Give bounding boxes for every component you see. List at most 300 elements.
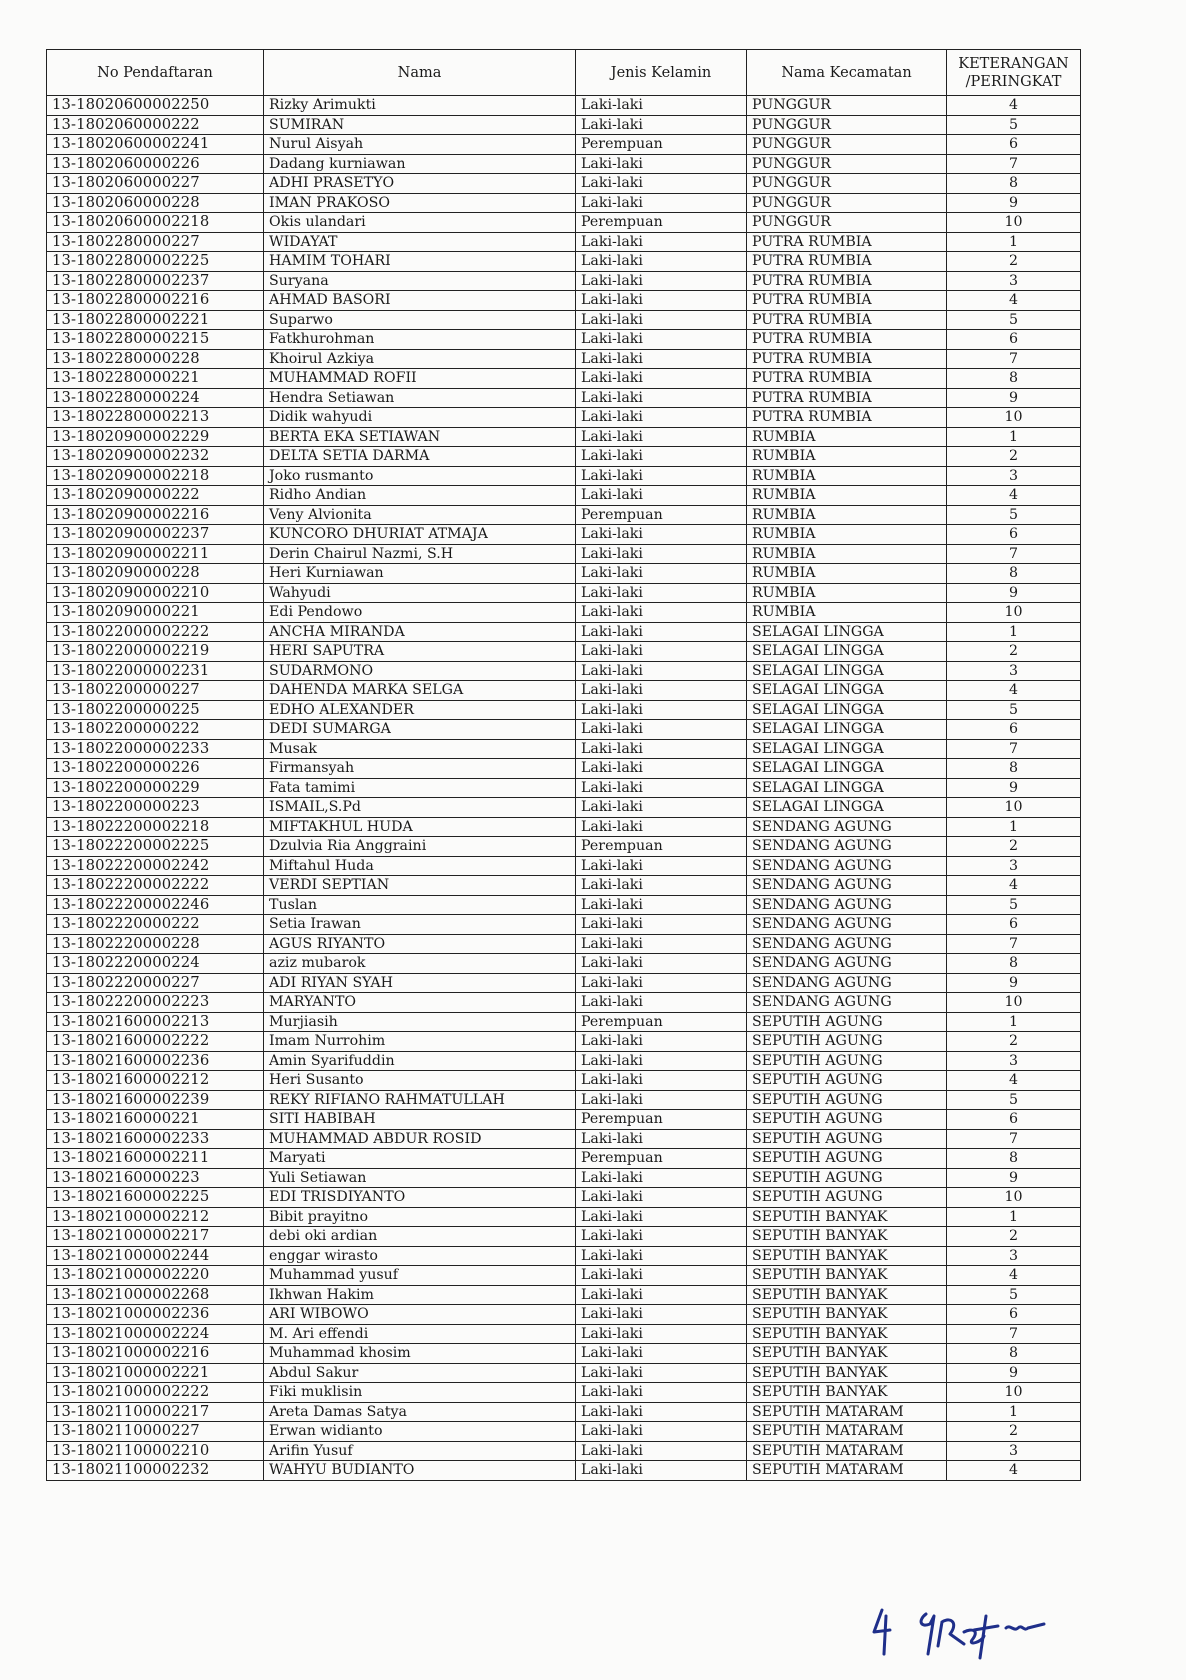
table-row <box>47 525 1081 545</box>
cell-peringkat: 10 <box>947 993 1081 1013</box>
table-row <box>47 973 1081 993</box>
cell-nama: Dadang kurniawan <box>264 154 576 174</box>
table-row <box>47 1149 1081 1169</box>
cell-nama: Muhammad khosim <box>264 1344 576 1364</box>
cell-nama: Arifin Yusuf <box>264 1441 576 1461</box>
cell-nama: Dzulvia Ria Anggraini <box>264 837 576 857</box>
cell-nama-kecamatan: SEPUTIH BANYAK <box>747 1324 947 1344</box>
cell-nama: AHMAD BASORI <box>264 291 576 311</box>
cell-nama: Erwan widianto <box>264 1422 576 1442</box>
cell-no-pendaftaran: 13-1802220000224 <box>47 954 264 974</box>
cell-nama-kecamatan: PUNGGUR <box>747 115 947 135</box>
cell-jenis-kelamin: Laki-laki <box>576 1422 747 1442</box>
cell-peringkat: 9 <box>947 193 1081 213</box>
cell-no-pendaftaran: 13-18020600002218 <box>47 213 264 233</box>
cell-nama: Musak <box>264 739 576 759</box>
cell-jenis-kelamin: Laki-laki <box>576 642 747 662</box>
cell-jenis-kelamin: Laki-laki <box>576 408 747 428</box>
cell-nama-kecamatan: RUMBIA <box>747 486 947 506</box>
cell-peringkat: 2 <box>947 1032 1081 1052</box>
table-row <box>47 1090 1081 1110</box>
cell-jenis-kelamin: Laki-laki <box>576 954 747 974</box>
cell-jenis-kelamin: Laki-laki <box>576 856 747 876</box>
table-row <box>47 817 1081 837</box>
cell-nama: DAHENDA MARKA SELGA <box>264 681 576 701</box>
cell-nama: Fata tamimi <box>264 778 576 798</box>
cell-jenis-kelamin: Laki-laki <box>576 525 747 545</box>
cell-peringkat: 6 <box>947 1305 1081 1325</box>
cell-jenis-kelamin: Laki-laki <box>576 271 747 291</box>
table-row <box>47 1324 1081 1344</box>
cell-jenis-kelamin: Laki-laki <box>576 564 747 584</box>
cell-nama-kecamatan: PUTRA RUMBIA <box>747 232 947 252</box>
cell-nama: enggar wirasto <box>264 1246 576 1266</box>
cell-peringkat: 2 <box>947 642 1081 662</box>
cell-no-pendaftaran: 13-1802280000228 <box>47 349 264 369</box>
cell-jenis-kelamin: Laki-laki <box>576 1129 747 1149</box>
cell-peringkat: 8 <box>947 759 1081 779</box>
cell-nama-kecamatan: SEPUTIH AGUNG <box>747 1071 947 1091</box>
table-row <box>47 895 1081 915</box>
cell-nama: Ridho Andian <box>264 486 576 506</box>
cell-peringkat: 6 <box>947 135 1081 155</box>
cell-nama-kecamatan: SENDANG AGUNG <box>747 876 947 896</box>
cell-no-pendaftaran: 13-1802200000225 <box>47 700 264 720</box>
cell-no-pendaftaran: 13-1802280000224 <box>47 388 264 408</box>
cell-peringkat: 2 <box>947 1227 1081 1247</box>
cell-jenis-kelamin: Laki-laki <box>576 427 747 447</box>
cell-nama-kecamatan: RUMBIA <box>747 447 947 467</box>
cell-jenis-kelamin: Laki-laki <box>576 934 747 954</box>
cell-nama-kecamatan: SENDANG AGUNG <box>747 915 947 935</box>
cell-jenis-kelamin: Laki-laki <box>576 349 747 369</box>
cell-nama: debi oki ardian <box>264 1227 576 1247</box>
cell-nama: SUMIRAN <box>264 115 576 135</box>
cell-jenis-kelamin: Perempuan <box>576 1012 747 1032</box>
cell-nama-kecamatan: SELAGAI LINGGA <box>747 661 947 681</box>
table-row <box>47 700 1081 720</box>
table-row <box>47 544 1081 564</box>
cell-nama: Hendra Setiawan <box>264 388 576 408</box>
table-row <box>47 1051 1081 1071</box>
cell-no-pendaftaran: 13-1802280000227 <box>47 232 264 252</box>
cell-jenis-kelamin: Laki-laki <box>576 466 747 486</box>
cell-no-pendaftaran: 13-18022800002215 <box>47 330 264 350</box>
cell-jenis-kelamin: Laki-laki <box>576 1383 747 1403</box>
cell-no-pendaftaran: 13-18020900002210 <box>47 583 264 603</box>
cell-peringkat: 1 <box>947 1207 1081 1227</box>
cell-nama-kecamatan: PUNGGUR <box>747 96 947 116</box>
cell-peringkat: 9 <box>947 1168 1081 1188</box>
table-row <box>47 1441 1081 1461</box>
cell-nama: ADI RIYAN SYAH <box>264 973 576 993</box>
cell-nama-kecamatan: PUTRA RUMBIA <box>747 271 947 291</box>
cell-jenis-kelamin: Laki-laki <box>576 1032 747 1052</box>
table-row <box>47 720 1081 740</box>
cell-no-pendaftaran: 13-18021600002225 <box>47 1188 264 1208</box>
cell-nama: SITI HABIBAH <box>264 1110 576 1130</box>
cell-jenis-kelamin: Laki-laki <box>576 1188 747 1208</box>
cell-nama-kecamatan: SENDANG AGUNG <box>747 895 947 915</box>
cell-peringkat: 10 <box>947 798 1081 818</box>
cell-nama-kecamatan: SENDANG AGUNG <box>747 973 947 993</box>
cell-no-pendaftaran: 13-18020900002237 <box>47 525 264 545</box>
cell-nama-kecamatan: SEPUTIH AGUNG <box>747 1129 947 1149</box>
table-row <box>47 291 1081 311</box>
cell-no-pendaftaran: 13-1802220000228 <box>47 934 264 954</box>
table-row <box>47 876 1081 896</box>
cell-jenis-kelamin: Laki-laki <box>576 798 747 818</box>
cell-peringkat: 8 <box>947 1344 1081 1364</box>
cell-nama: Okis ulandari <box>264 213 576 233</box>
cell-no-pendaftaran: 13-18021100002232 <box>47 1461 264 1481</box>
cell-nama-kecamatan: SEPUTIH BANYAK <box>747 1285 947 1305</box>
cell-nama: Rizky Arimukti <box>264 96 576 116</box>
table-row <box>47 681 1081 701</box>
table-row <box>47 1266 1081 1286</box>
cell-nama-kecamatan: SEPUTIH BANYAK <box>747 1266 947 1286</box>
table-row <box>47 1032 1081 1052</box>
cell-peringkat: 1 <box>947 1402 1081 1422</box>
cell-no-pendaftaran: 13-18022000002231 <box>47 661 264 681</box>
cell-peringkat: 7 <box>947 154 1081 174</box>
cell-jenis-kelamin: Laki-laki <box>576 1071 747 1091</box>
cell-jenis-kelamin: Laki-laki <box>576 1344 747 1364</box>
cell-nama-kecamatan: SELAGAI LINGGA <box>747 681 947 701</box>
table-row <box>47 1129 1081 1149</box>
cell-jenis-kelamin: Laki-laki <box>576 1305 747 1325</box>
cell-nama-kecamatan: PUTRA RUMBIA <box>747 252 947 272</box>
cell-jenis-kelamin: Laki-laki <box>576 876 747 896</box>
cell-nama-kecamatan: SENDANG AGUNG <box>747 817 947 837</box>
cell-nama: Tuslan <box>264 895 576 915</box>
cell-nama-kecamatan: RUMBIA <box>747 427 947 447</box>
cell-peringkat: 10 <box>947 603 1081 623</box>
cell-jenis-kelamin: Laki-laki <box>576 1285 747 1305</box>
cell-nama-kecamatan: SENDANG AGUNG <box>747 954 947 974</box>
table-row <box>47 642 1081 662</box>
cell-jenis-kelamin: Perempuan <box>576 1110 747 1130</box>
cell-no-pendaftaran: 13-1802090000222 <box>47 486 264 506</box>
cell-nama: EDI TRISDIYANTO <box>264 1188 576 1208</box>
cell-jenis-kelamin: Laki-laki <box>576 1051 747 1071</box>
table-row <box>47 349 1081 369</box>
cell-nama-kecamatan: SELAGAI LINGGA <box>747 739 947 759</box>
cell-nama-kecamatan: SEPUTIH AGUNG <box>747 1012 947 1032</box>
cell-nama-kecamatan: SEPUTIH BANYAK <box>747 1383 947 1403</box>
cell-jenis-kelamin: Laki-laki <box>576 1090 747 1110</box>
cell-nama: DELTA SETIA DARMA <box>264 447 576 467</box>
cell-peringkat: 5 <box>947 310 1081 330</box>
cell-nama-kecamatan: RUMBIA <box>747 564 947 584</box>
table-row <box>47 1461 1081 1481</box>
cell-nama-kecamatan: SEPUTIH AGUNG <box>747 1149 947 1169</box>
cell-peringkat: 8 <box>947 174 1081 194</box>
cell-nama: Murjiasih <box>264 1012 576 1032</box>
cell-nama: Edi Pendowo <box>264 603 576 623</box>
cell-no-pendaftaran: 13-1802200000222 <box>47 720 264 740</box>
cell-nama-kecamatan: PUNGGUR <box>747 174 947 194</box>
cell-nama: Derin Chairul Nazmi, S.H <box>264 544 576 564</box>
cell-no-pendaftaran: 13-1802200000223 <box>47 798 264 818</box>
cell-nama-kecamatan: SENDANG AGUNG <box>747 837 947 857</box>
cell-peringkat: 4 <box>947 1071 1081 1091</box>
cell-nama: Khoirul Azkiya <box>264 349 576 369</box>
cell-nama: aziz mubarok <box>264 954 576 974</box>
cell-jenis-kelamin: Laki-laki <box>576 915 747 935</box>
cell-peringkat: 4 <box>947 96 1081 116</box>
cell-nama: DEDI SUMARGA <box>264 720 576 740</box>
cell-peringkat: 5 <box>947 115 1081 135</box>
cell-nama-kecamatan: SENDANG AGUNG <box>747 993 947 1013</box>
cell-nama: Amin Syarifuddin <box>264 1051 576 1071</box>
cell-jenis-kelamin: Laki-laki <box>576 1461 747 1481</box>
cell-peringkat: 10 <box>947 1188 1081 1208</box>
cell-peringkat: 2 <box>947 1422 1081 1442</box>
cell-nama: WAHYU BUDIANTO <box>264 1461 576 1481</box>
cell-no-pendaftaran: 13-18022800002221 <box>47 310 264 330</box>
table-row <box>47 954 1081 974</box>
cell-peringkat: 1 <box>947 1012 1081 1032</box>
table-row <box>47 213 1081 233</box>
cell-jenis-kelamin: Laki-laki <box>576 622 747 642</box>
cell-jenis-kelamin: Laki-laki <box>576 759 747 779</box>
header-jenis-kelamin: Jenis Kelamin <box>576 50 747 96</box>
cell-no-pendaftaran: 13-18022200002222 <box>47 876 264 896</box>
cell-nama: ADHI PRASETYO <box>264 174 576 194</box>
table-row <box>47 856 1081 876</box>
cell-jenis-kelamin: Laki-laki <box>576 388 747 408</box>
cell-peringkat: 4 <box>947 486 1081 506</box>
cell-peringkat: 2 <box>947 252 1081 272</box>
cell-nama-kecamatan: SELAGAI LINGGA <box>747 720 947 740</box>
table-row <box>47 466 1081 486</box>
table-row <box>47 661 1081 681</box>
header-keterangan-peringkat <box>947 50 1081 96</box>
cell-nama: REKY RIFIANO RAHMATULLAH <box>264 1090 576 1110</box>
header-nama: Nama <box>264 50 576 96</box>
table-row <box>47 252 1081 272</box>
cell-peringkat: 9 <box>947 388 1081 408</box>
table-row <box>47 330 1081 350</box>
cell-no-pendaftaran: 13-18021600002222 <box>47 1032 264 1052</box>
cell-nama-kecamatan: PUNGGUR <box>747 213 947 233</box>
cell-peringkat: 3 <box>947 466 1081 486</box>
cell-no-pendaftaran: 13-18022000002222 <box>47 622 264 642</box>
cell-no-pendaftaran: 13-1802280000221 <box>47 369 264 389</box>
cell-nama: Fatkhurohman <box>264 330 576 350</box>
cell-jenis-kelamin: Laki-laki <box>576 973 747 993</box>
cell-no-pendaftaran: 13-18022800002225 <box>47 252 264 272</box>
cell-nama: ARI WIBOWO <box>264 1305 576 1325</box>
cell-jenis-kelamin: Laki-laki <box>576 993 747 1013</box>
table-row <box>47 1012 1081 1032</box>
cell-nama: Miftahul Huda <box>264 856 576 876</box>
cell-nama: Abdul Sakur <box>264 1363 576 1383</box>
cell-nama-kecamatan: SEPUTIH MATARAM <box>747 1422 947 1442</box>
cell-peringkat: 10 <box>947 213 1081 233</box>
cell-jenis-kelamin: Laki-laki <box>576 193 747 213</box>
cell-jenis-kelamin: Laki-laki <box>576 603 747 623</box>
cell-nama: Heri Susanto <box>264 1071 576 1091</box>
cell-jenis-kelamin: Laki-laki <box>576 1402 747 1422</box>
table-row <box>47 193 1081 213</box>
cell-peringkat: 9 <box>947 778 1081 798</box>
table-row <box>47 486 1081 506</box>
cell-jenis-kelamin: Laki-laki <box>576 895 747 915</box>
cell-peringkat: 9 <box>947 583 1081 603</box>
table-row <box>47 1207 1081 1227</box>
table-header-row <box>47 50 1081 96</box>
cell-no-pendaftaran: 13-18022200002225 <box>47 837 264 857</box>
table-row <box>47 798 1081 818</box>
table-row <box>47 388 1081 408</box>
cell-nama-kecamatan: SELAGAI LINGGA <box>747 622 947 642</box>
table-row <box>47 1168 1081 1188</box>
cell-jenis-kelamin: Laki-laki <box>576 1246 747 1266</box>
cell-no-pendaftaran: 13-18020600002250 <box>47 96 264 116</box>
cell-peringkat: 4 <box>947 876 1081 896</box>
cell-nama: Suryana <box>264 271 576 291</box>
table-row <box>47 271 1081 291</box>
cell-no-pendaftaran: 13-18022200002242 <box>47 856 264 876</box>
cell-no-pendaftaran: 13-18021000002236 <box>47 1305 264 1325</box>
table-row <box>47 1402 1081 1422</box>
cell-jenis-kelamin: Laki-laki <box>576 1168 747 1188</box>
table-row <box>47 1383 1081 1403</box>
cell-nama-kecamatan: RUMBIA <box>747 583 947 603</box>
cell-nama-kecamatan: SEPUTIH AGUNG <box>747 1168 947 1188</box>
cell-nama: BERTA EKA SETIAWAN <box>264 427 576 447</box>
header-keterangan-line1: KETERANGAN <box>958 55 1069 72</box>
cell-peringkat: 4 <box>947 1461 1081 1481</box>
cell-nama-kecamatan: PUTRA RUMBIA <box>747 388 947 408</box>
cell-peringkat: 7 <box>947 1129 1081 1149</box>
cell-nama: HAMIM TOHARI <box>264 252 576 272</box>
cell-no-pendaftaran: 13-1802160000223 <box>47 1168 264 1188</box>
cell-nama: Heri Kurniawan <box>264 564 576 584</box>
cell-nama: Maryati <box>264 1149 576 1169</box>
cell-no-pendaftaran: 13-18021000002268 <box>47 1285 264 1305</box>
cell-nama: Joko rusmanto <box>264 466 576 486</box>
cell-peringkat: 3 <box>947 1051 1081 1071</box>
cell-nama-kecamatan: SEPUTIH BANYAK <box>747 1246 947 1266</box>
cell-peringkat: 6 <box>947 330 1081 350</box>
cell-jenis-kelamin: Laki-laki <box>576 778 747 798</box>
cell-no-pendaftaran: 13-18021100002210 <box>47 1441 264 1461</box>
cell-nama-kecamatan: SEPUTIH AGUNG <box>747 1110 947 1130</box>
cell-peringkat: 8 <box>947 369 1081 389</box>
cell-no-pendaftaran: 13-18021600002236 <box>47 1051 264 1071</box>
cell-jenis-kelamin: Laki-laki <box>576 583 747 603</box>
cell-jenis-kelamin: Perempuan <box>576 1149 747 1169</box>
cell-nama: Setia Irawan <box>264 915 576 935</box>
cell-jenis-kelamin: Laki-laki <box>576 1324 747 1344</box>
cell-no-pendaftaran: 13-18020900002229 <box>47 427 264 447</box>
cell-peringkat: 7 <box>947 544 1081 564</box>
cell-nama: AGUS RIYANTO <box>264 934 576 954</box>
table-row <box>47 408 1081 428</box>
cell-jenis-kelamin: Laki-laki <box>576 252 747 272</box>
header-no-pendaftaran: No Pendaftaran <box>47 50 264 96</box>
cell-jenis-kelamin: Laki-laki <box>576 1441 747 1461</box>
cell-nama-kecamatan: RUMBIA <box>747 525 947 545</box>
cell-peringkat: 3 <box>947 856 1081 876</box>
cell-no-pendaftaran: 13-1802200000227 <box>47 681 264 701</box>
cell-no-pendaftaran: 13-18022000002219 <box>47 642 264 662</box>
cell-no-pendaftaran: 13-1802200000226 <box>47 759 264 779</box>
cell-peringkat: 6 <box>947 1110 1081 1130</box>
cell-peringkat: 3 <box>947 1441 1081 1461</box>
cell-no-pendaftaran: 13-18022200002223 <box>47 993 264 1013</box>
cell-no-pendaftaran: 13-18022800002216 <box>47 291 264 311</box>
cell-nama: Didik wahyudi <box>264 408 576 428</box>
cell-nama-kecamatan: SEPUTIH BANYAK <box>747 1305 947 1325</box>
cell-nama-kecamatan: PUNGGUR <box>747 193 947 213</box>
cell-nama-kecamatan: SEPUTIH MATARAM <box>747 1441 947 1461</box>
table-row <box>47 622 1081 642</box>
cell-nama: Suparwo <box>264 310 576 330</box>
cell-no-pendaftaran: 13-18020900002211 <box>47 544 264 564</box>
table-row <box>47 232 1081 252</box>
cell-jenis-kelamin: Laki-laki <box>576 681 747 701</box>
cell-nama: WIDAYAT <box>264 232 576 252</box>
cell-jenis-kelamin: Laki-laki <box>576 291 747 311</box>
cell-jenis-kelamin: Laki-laki <box>576 154 747 174</box>
cell-peringkat: 2 <box>947 447 1081 467</box>
table-row <box>47 174 1081 194</box>
cell-no-pendaftaran: 13-1802200000229 <box>47 778 264 798</box>
cell-peringkat: 1 <box>947 232 1081 252</box>
table-row <box>47 759 1081 779</box>
table-row <box>47 1344 1081 1364</box>
cell-nama: EDHO ALEXANDER <box>264 700 576 720</box>
cell-nama: Nurul Aisyah <box>264 135 576 155</box>
cell-nama: Muhammad yusuf <box>264 1266 576 1286</box>
table-row <box>47 1071 1081 1091</box>
cell-nama-kecamatan: SEPUTIH MATARAM <box>747 1461 947 1481</box>
cell-peringkat: 6 <box>947 525 1081 545</box>
cell-no-pendaftaran: 13-18021600002211 <box>47 1149 264 1169</box>
cell-nama: MUHAMMAD ABDUR ROSID <box>264 1129 576 1149</box>
cell-nama-kecamatan: PUTRA RUMBIA <box>747 408 947 428</box>
cell-nama-kecamatan: SEPUTIH AGUNG <box>747 1032 947 1052</box>
cell-nama-kecamatan: PUTRA RUMBIA <box>747 291 947 311</box>
cell-peringkat: 6 <box>947 915 1081 935</box>
cell-peringkat: 10 <box>947 408 1081 428</box>
cell-no-pendaftaran: 13-18020900002218 <box>47 466 264 486</box>
cell-peringkat: 9 <box>947 973 1081 993</box>
cell-nama-kecamatan: RUMBIA <box>747 505 947 525</box>
cell-nama-kecamatan: SEPUTIH MATARAM <box>747 1402 947 1422</box>
table-row <box>47 135 1081 155</box>
cell-jenis-kelamin: Laki-laki <box>576 1363 747 1383</box>
cell-jenis-kelamin: Laki-laki <box>576 817 747 837</box>
table-row <box>47 505 1081 525</box>
cell-jenis-kelamin: Laki-laki <box>576 1227 747 1247</box>
cell-peringkat: 8 <box>947 564 1081 584</box>
cell-jenis-kelamin: Perempuan <box>576 213 747 233</box>
cell-jenis-kelamin: Laki-laki <box>576 115 747 135</box>
cell-peringkat: 5 <box>947 1285 1081 1305</box>
cell-jenis-kelamin: Laki-laki <box>576 369 747 389</box>
table-row <box>47 96 1081 116</box>
cell-nama-kecamatan: SEPUTIH BANYAK <box>747 1207 947 1227</box>
cell-nama: MIFTAKHUL HUDA <box>264 817 576 837</box>
cell-jenis-kelamin: Laki-laki <box>576 739 747 759</box>
table-row <box>47 1285 1081 1305</box>
cell-no-pendaftaran: 13-1802090000221 <box>47 603 264 623</box>
